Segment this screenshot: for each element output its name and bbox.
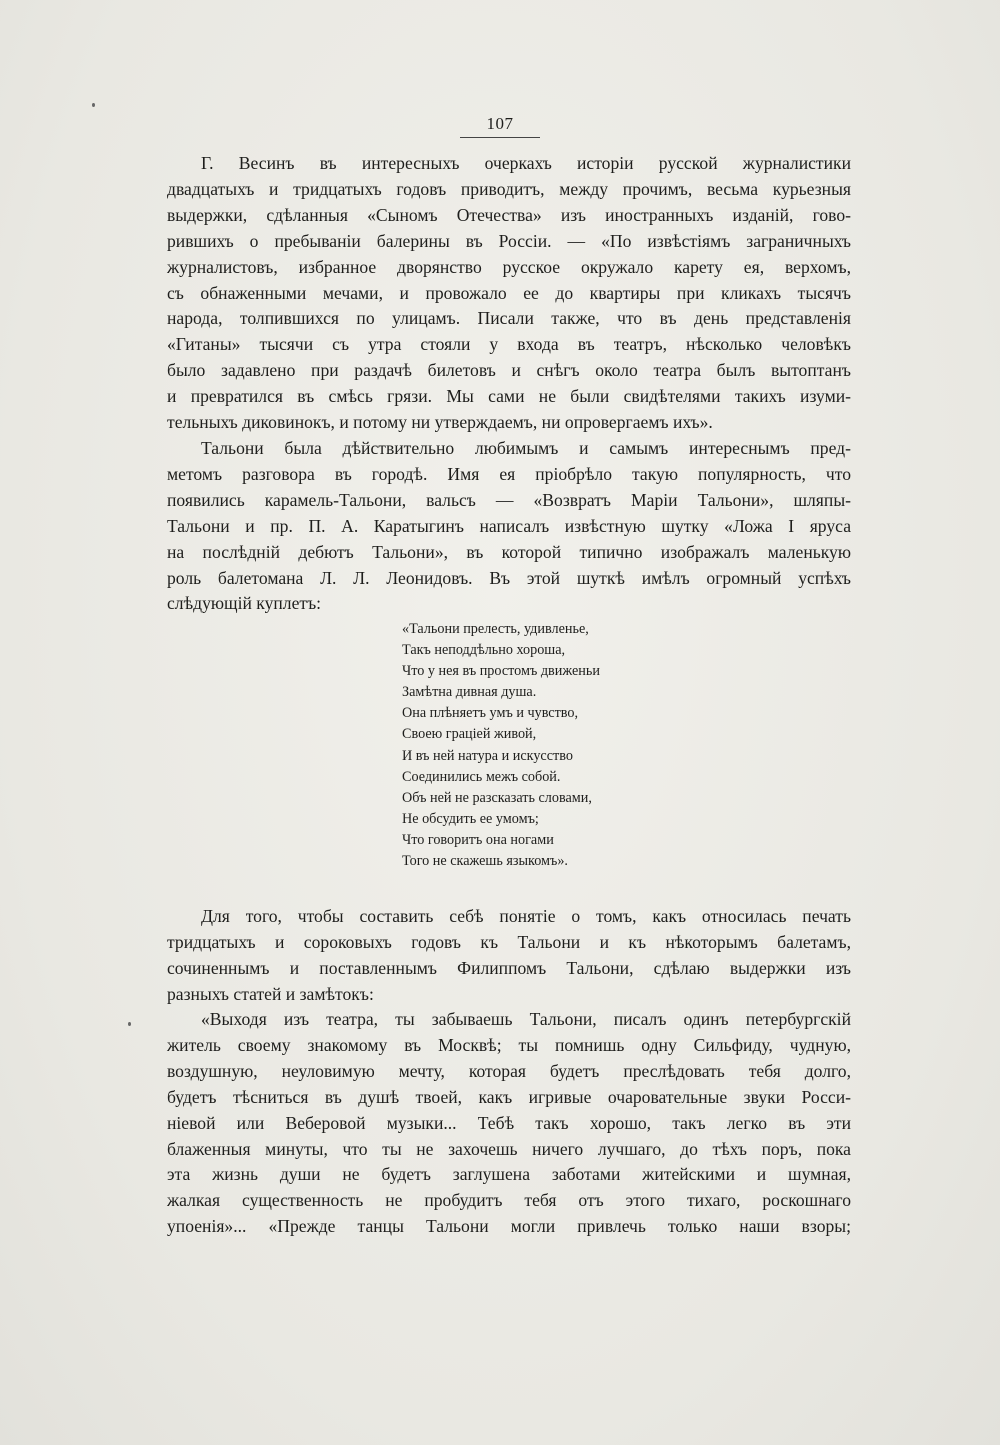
paragraph-1 [167, 151, 851, 436]
page-number: 107 [460, 114, 540, 138]
paragraph-line: тридцатыхъ и сороковыхъ годовъ къ Тальони и къ нѣкоторымъ балетамъ, [167, 931, 851, 952]
paragraph-line: воздушную, неуловимую мечту, которая будетъ преслѣдовать тебя долго, [167, 1060, 851, 1081]
paragraph-line: блаженныя минуты, что ты не захочешь ничего лучшаго, до тѣхъ поръ, пока [167, 1138, 851, 1159]
paragraph-2 [167, 436, 851, 617]
paragraph-line: роль балетомана Л. Л. Леонидовъ. Въ этой шуткѣ имѣлъ огромный успѣхъ [167, 567, 851, 588]
paragraph-line: народа, толпившихся по улицамъ. Писали также, что въ день представленія [167, 308, 851, 329]
paragraph-line: тельныхъ диковинокъ, и потому ни утверждаемъ, ни опровергаемъ ихъ». [167, 412, 713, 433]
paragraph-line: ніевой или Веберовой музыки... Тебѣ такъ хорошо, такъ легко въ эти [167, 1112, 851, 1133]
paper-speck [92, 103, 95, 107]
paragraph-line: журналистовъ, избранное дворянство русское окружало карету ея, верхомъ, [167, 256, 851, 277]
paragraph-line: и превратился въ смѣсь грязи. Мы сами не были свидѣтелями такихъ изуми- [167, 386, 851, 407]
poem-line: Она плѣняетъ умъ и чувство, [402, 705, 579, 722]
poem-verse [402, 619, 600, 872]
paragraph-line: разныхъ статей и замѣтокъ: [167, 983, 374, 1004]
paragraph-line: слѣдующій куплетъ: [167, 593, 322, 614]
paragraph-line: эта жизнь души не будетъ заглушена заботами житейскими и шумная, [167, 1164, 851, 1185]
paragraph-4 [167, 1007, 851, 1240]
poem-line: Что говоритъ она ногами [402, 831, 554, 848]
poem-line: И въ ней натура и искусство [402, 747, 573, 764]
poem-line: Такъ неподдѣльно хороша, [402, 642, 566, 659]
poem-line: Объ ней не разсказать словами, [402, 789, 592, 806]
paragraph-line: сочиненнымъ и поставленнымъ Филиппомъ Тальони, сдѣлаю выдержки изъ [167, 957, 851, 978]
paragraph-line: «Выходя изъ театра, ты забываешь Тальони, писалъ одинъ петербургскій [201, 1009, 851, 1029]
paragraph-line: съ обнаженными мечами, и провожало ее до квартиры при кликахъ тысячъ [167, 282, 851, 303]
paragraph-line: «Гитаны» тысячи съ утра стояли у входа въ театръ, нѣсколько человѣкъ [167, 334, 851, 355]
poem-line: Своею граціей живой, [402, 726, 537, 743]
paragraph-line: упоенія»... «Прежде танцы Тальони могли привлечь только наши взоры; [167, 1216, 851, 1237]
paper-speck [128, 1022, 131, 1026]
poem-line: Не обсудить ее умомъ; [402, 810, 539, 827]
poem-line: Того не скажешь языкомъ». [402, 853, 568, 870]
paragraph-line: было задавлено при раздачѣ билетовъ и снѣгъ около театра былъ вытоптанъ [167, 360, 851, 381]
paragraph-line: жалкая существенность не пробудитъ тебя отъ этого тихаго, роскошнаго [167, 1190, 851, 1211]
paragraph-line: Г. Весинъ въ интересныхъ очеркахъ исторіи русской журналистики [201, 153, 851, 173]
paragraph-line: на послѣдній дебютъ Тальони», въ которой типично изображалъ маленькую [167, 541, 851, 562]
poem-line: Что у нея въ простомъ движеньи [402, 663, 600, 680]
paragraph-line: Тальони была дѣйствительно любимымъ и самымъ интереснымъ пред- [201, 438, 851, 458]
paragraph-line: появились карамель-Тальони, вальсъ — «Возвратъ Маріи Тальони», шляпы- [167, 489, 851, 510]
paragraph-line: метомъ разговора въ городѣ. Имя ея пріобрѣло такую популярность, что [167, 463, 851, 484]
poem-line: «Тальони прелесть, удивленье, [402, 621, 589, 637]
poem-line: Соединились межъ собой. [402, 768, 561, 785]
paragraph-line: Для того, чтобы составить себѣ понятіе о томъ, какъ относилась печать [201, 906, 851, 926]
paragraph-line: будетъ тѣсниться въ душѣ твоей, какъ игривые очаровательные звуки Росси- [167, 1086, 851, 1107]
paragraph-3 [167, 904, 851, 1008]
paragraph-line: рившихъ о пребываніи балерины въ Россіи. — «По извѣстіямъ заграничныхъ [167, 230, 851, 251]
paragraph-line: двадцатыхъ и тридцатыхъ годовъ приводитъ, между прочимъ, весьма курьезныя [167, 178, 851, 199]
poem-line: Замѣтна дивная душа. [402, 684, 537, 701]
paragraph-line: Тальони и пр. П. А. Каратыгинъ написалъ извѣстную шутку «Ложа I яруса [167, 515, 851, 536]
paragraph-line: житель своему знакомому въ Москвѣ; ты помнишь одну Сильфиду, чудную, [167, 1034, 851, 1055]
paragraph-line: выдержки, сдѣланныя «Сыномъ Отечества» изъ иностранныхъ изданій, гово- [167, 204, 851, 225]
